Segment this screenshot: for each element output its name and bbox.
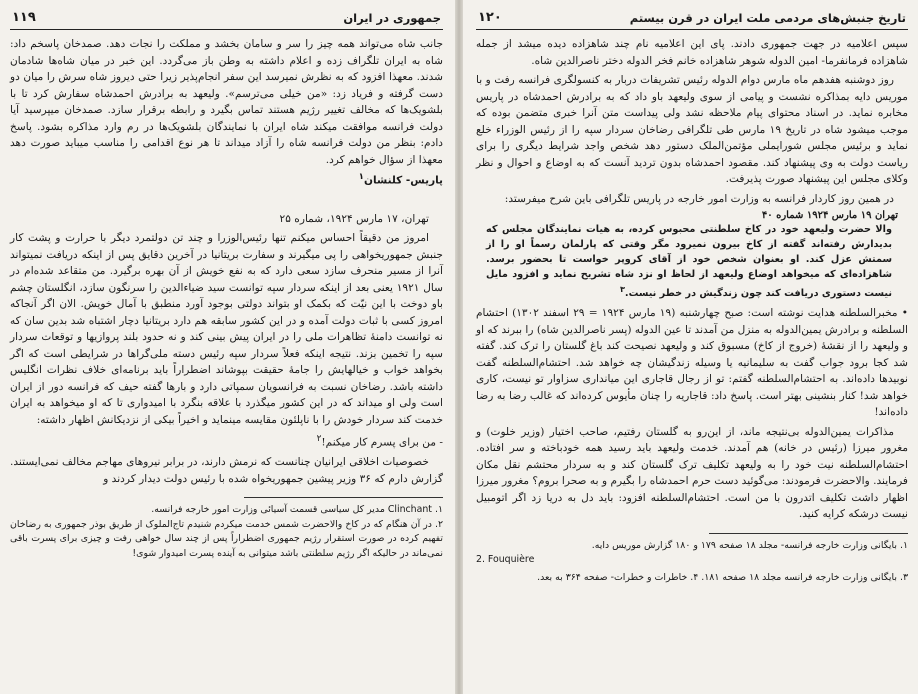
left-paragraph: امروز من دقیقاً احساس میکنم تنها رئیس‌الوزرا و چند تن دولتمرد دیگر با حرارت و پشت کار جنبش جمهوریخواهی را پی میگیرند و سفارت بریتانیا در آخرین دقایق پس از اینکه دریافت نمیتواند آنرا از مسیر منحرف سازد سعی دارد که به نفع خویش از آن بهره برگیرد. من متقاعد شده‌ام در سال ۱۹۲۱ یعنی بعد از اینکه سردار سپه توانست سید ضیاءالدین را سرنگون سازد، انگلستان چشم باو دوخت با این نیّت که بکمک او بتواند دولتی بوجود آورد منطبق با آمال خویش. الان اگر آنجاکه امروز کسی با ثبات دولت آمده و در این کشور سابقه هم دارد بریتانیا دچار اشتباه شد بدین سان که نه توانست دامنهٔ تظاهرات ملی را در ایران پیش بینی کند و نه حدود بلند پروازیها و توقعات سردار سپه را تخمین بزند. نتیجه اینکه فعلاً سردار سپه رئیس دسته ملی‌گراها در شرایطی است که اگر بخواهد خواب و خیالهایش را جامهٔ حقیقت بپوشاند اضطراراً باید برنامه‌ای خلاف نظرات انگلیس داشته باشد. رضاخان نسبت به فرانسویان سمپاتی دارد و بارها گفته حیف که فرانسه دور از ایران است ولی او میداند که در این کشور میگذرد با علاقه بنگرد با امیدواری تا که او میخواهد به ایران خدمت کند سردار خودش را با ناپلئون مقایسه مینماید و اخیراً بیکی از نزدیکانش اظهار داشته: [10,232,443,426]
telegram-heading: تهران ۱۹ مارس ۱۹۲۴ شماره ۴۰ [761,210,898,221]
right-paragraph: در همین روز کاردار فرانسه به وزارت امور خارجه در پاریس تلگرافی باین شرح میفرستد: [504,192,894,205]
quote-line-text: - من برای پسرم کار میکنم! [321,436,443,449]
signature-text: پاریس- کلنشان [364,174,443,187]
book-gutter [455,0,463,694]
right-paragraph: • مخبرالسلطنه هدایت نوشته است: صبح چهارشنبه (۱۹ مارس ۱۹۲۴ = ۲۹ اسفند ۱۳۰۲) احتشام السلطنه و برادرش یمین‌الدوله به منزل من آمدند تا عین الدوله (پسر ناصرالدین شاه) را ببرند که او و ولیعهد را از نقشهٔ (خروج از کاخ) مسبوق کند و ولیعهد نصیحت کند باغ گلستان را ترک کند. گفته شد کجا برود جواب گفت به سلیمانیه یا وسیله زندگیشان چه خواهد شد. احتشام‌السلطنه گفت نوبیدها داده‌اند. به احتشام‌السلطنه گفتم: تو از رجال قاجاری این میانداری سزاوار تو نیست، کاری خواهد شد! کنار بنشینی بهتر است. پاسخ داد: قاجاریه را چنان مأیوس کرده‌اند که غالب رضا به رضا داده‌اند! [476,307,908,419]
left-page [6,6,449,690]
telegram-quote [476,222,908,301]
footnote-ref: ۱ [358,172,364,182]
left-footnote: ۲. در آن هنگام که در کاخ والاحضرت شمس خدمت میکردم شنیدم تاج‌الملوک از طریق بوذر جمهوری به رضاخان تفهیم کرده در صورت استقرار رژیم جمهوری اضطراراً پس از چند سال خواهی رفت و چیزی برای پسرت باقی نمی‌ماند در حالیکه اگر رژیم سلطنتی باشد میتوانی به آینده پسرت امیدوار شوی! [10,518,443,559]
right-running-head [476,6,908,30]
right-header-title: تاریخ جنبش‌های مردمی ملت ایران در قرن بیستم [629,10,906,25]
footnote-rule [244,497,443,498]
telegram-quote-text: والا حضرت ولیعهد خود در کاخ سلطنتی محبوس کرده، به هیات نمایندگان مجلس که بدیدارش رفته‌اند گفته از کاخ بیرون نمیرود مگر وقتی که پارلمان رسماً او را از سمتش عزل کند. او بعنوان شخص خود از آقای کروپر خواست تا بحضور برسد. شاهزاده‌ای که میخواهد اوضاع ولیعهد از لحاظ او نزد شاه تشریح نماید و افزود مایل نیست دستوری دریافت کند چون زندگیش در خطر نیست. [486,224,892,300]
left-footnote: ۱. Clinchant مدیر کل سیاسی قسمت آسیائی وزارت امور خارجه فرانسه. [151,504,443,516]
right-footnote: ۳. بایگانی وزارت خارجه فرانسه مجلد ۱۸ صفحه ۱۸۱. ۴. خاطرات و خطرات- صفحه ۳۶۴ به بعد. [537,571,908,583]
right-footnote: 2. Fouquière [476,554,535,566]
signature [10,172,443,187]
quote-line [10,431,443,451]
right-paragraph: مذاکرات یمین‌الدوله بی‌نتیجه ماند، از این‌رو به گلستان رفتیم، صاحب اختیار (وزیر خلوت) و مغرور میرزا (رئیس در خانه) هم آمدند. خدمت ولیعهد باید رسید همه خودباخته و سر افتاده. احتشام‌السلطنه نیت خود را به ولیعهد تکلیف ترک گلستان کند و به سردار محتشم نقل مکان فرمایند. والاحضرت فرمودند: می‌گوئید دست حرم احمدشاه را بگیرم و به صحرا بروم؟ مغرور میرزا اظهار داشت تکلیف اتدرون با من است. احتشام‌السلطنه افزود: باید دل به دریا زد اگر اتومبیل نیست درشکه کرایه کنید. [476,425,908,521]
left-header-title: جمهوری در ایران [343,10,441,25]
left-page-number: ۱۱۹ [12,10,36,25]
footnote-rule [709,533,908,534]
left-paragraph: جانب شاه می‌تواند همه چیز را سر و سامان بخشد و مملکت را نجات دهد. صمدخان پاسخم داد: شاه به ایران تلگراف زده و اعلام داشته به وطن باز می‌گردد. این خبر در میان شاه‌ها شادمان شدند. معهذا افزود که به نظرش نمیرسد این سفر انجام‌پذیر زیرا حتی دیروز شاه سرش را میان دو دست گرفته و فریاد زد: «من خیلی می‌ترسم». ولیعهد به برادرش احمدشاه سفارش کرد تا با بلشویک‌ها که مخالف تغییر رژیم هستند تماس بگیرد و رابطه برقرار سازد. صمدخان میپرسید آیا دولت فرانسه موافقت میکند شاه ایران با نمایندگان بلشویک‌ها در رم وارد مذاکره بشود. پاسخ دادم: بنظر من دولت فرانسه شاه را آزاد میداند تا هر نوع اقدامی را مناسب میباید صورت دهد معهذا از سؤال خواهم کرد. [10,38,443,166]
footnote-ref: ۳ [619,284,625,294]
right-page [470,6,912,690]
footnote-ref: ۲ [316,434,322,444]
right-paragraph: سپس اعلامیه در جهت جمهوری دادند. پای این اعلامیه نام چند شاهزاده دیده میشد از جمله شاهزاده فرمانفرما- امین الدوله شوهر شاهزاده خانم فخر الدوله دختر ناصرالدین شاه. [476,38,908,67]
right-page-number: ۱۲۰ [478,10,502,25]
dateline: تهران، ۱۷ مارس ۱۹۲۴، شماره ۲۵ [279,212,429,225]
left-paragraph: خصوصیات اخلاقی ایرانیان چنانست که نرمش دارند، در برابر نیروهای مهاجم مخالف نمی‌ایستند. گزارش دارم که ۳۶ وزیر پیشین جمهوریخواه شده با رئیس دولت دیدار کردند و [10,456,443,485]
right-paragraph: روز دوشنبه هفدهم ماه مارس دوام الدوله رئیس تشریفات دربار به کنسولگری فرانسه رفت و با موریس دایه بمذاکره نشست و پیامی از سوی ولیعهد باو داد که به برادرش احمدشاه در پاریس مخابره نماید. در اسناد محتوای پیام ملاحظه نشد ولی پیداست متن آنرا خبری متضمن بوده که موجب میشود شاه در تاریخ ۱۹ مارس طی تلگرافی رضاخان سردار سپه را از رئیس الوزراء خلع نماید و برئیس مجلس شورایملی مؤتمن‌الملک دستور دهد شخص واجد شرایط دیگری را برای ریاست دولت به وی پیشنهاد کند. مقصود احمدشاه بدون تردید آنست که به اوضاع و احوال و نظر وکلای مجلس این پیشنهاد صورت پذیرفت. [476,74,908,185]
right-footnote: ۱. بایگانی وزارت خارجه فرانسه- مجلد ۱۸ صفحه ۱۷۹ و ۱۸۰ گزارش موریس دایه. [591,539,908,551]
left-running-head [10,6,443,30]
